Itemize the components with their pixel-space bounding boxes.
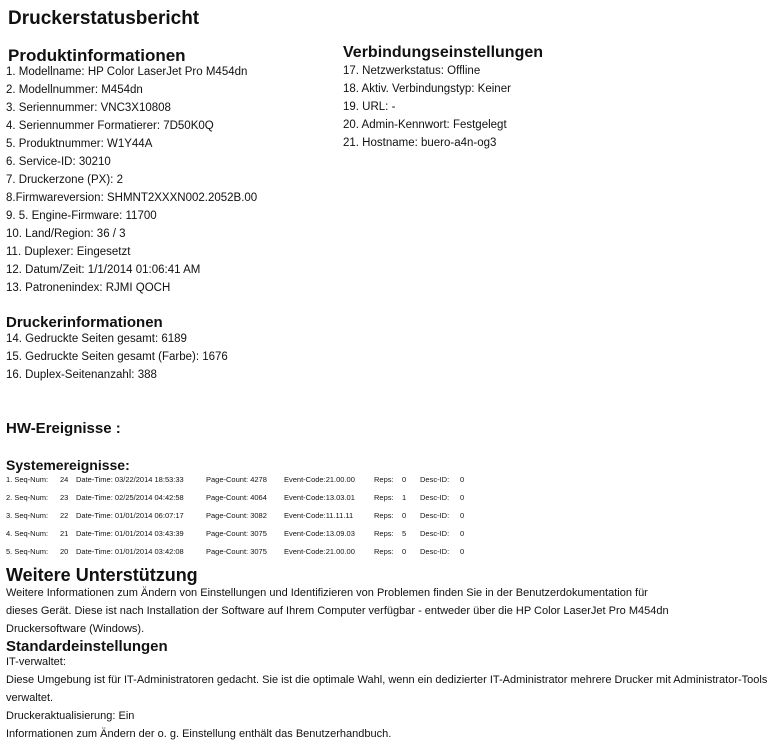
event-index: 4. Seq-Num: <box>6 529 49 538</box>
produkt-item: 1. Modellname: HP Color LaserJet Pro M454dn <box>6 66 248 78</box>
drucker-item: 15. Gedruckte Seiten gesamt (Farbe): 1676 <box>6 351 228 363</box>
druckerinformationen-list <box>6 330 228 384</box>
event-code: Event-Code:21.00.00 <box>284 475 355 484</box>
event-reps-label: Reps: <box>374 529 394 538</box>
event-page-count: Page-Count: 3075 <box>206 529 267 538</box>
druckeraktualisierung: Druckeraktualisierung: Ein <box>6 710 135 722</box>
hw-ereignisse-heading: HW-Ereignisse : <box>6 420 121 437</box>
produkt-item: 5. Produktnummer: W1Y44A <box>6 138 153 150</box>
event-code: Event-Code:13.09.03 <box>284 529 355 538</box>
event-seq: 20 <box>60 547 69 556</box>
verbindungseinstellungen-list <box>343 62 511 152</box>
event-page-count: Page-Count: 3075 <box>206 547 267 556</box>
einstellung-info: Informationen zum Ändern der o. g. Einstellung enthält das Benutzerhandbuch. <box>6 728 392 740</box>
event-desc: 0 <box>460 475 465 484</box>
produkt-item: 2. Modellnummer: M454dn <box>6 84 143 96</box>
weitere-line: Druckersoftware (Windows). <box>6 623 145 635</box>
it-verwaltet-label: IT-verwaltet: <box>6 656 66 668</box>
event-page-count: Page-Count: 4278 <box>206 475 267 484</box>
event-reps-label: Reps: <box>374 475 394 484</box>
verbindung-item: 18. Aktiv. Verbindungstyp: Keiner <box>343 83 511 95</box>
event-index: 2. Seq-Num: <box>6 493 49 502</box>
verbindung-item: 21. Hostname: buero-a4n-og3 <box>343 137 497 149</box>
systemereignisse-heading: Systemereignisse: <box>6 457 130 473</box>
page-title: Druckerstatusbericht <box>8 8 200 29</box>
produkt-item: 8.Firmwareversion: SHMNT2XXXN002.2052B.00 <box>6 192 258 204</box>
weitere-unterstuetzung-text <box>6 584 766 638</box>
event-reps: 0 <box>402 475 407 484</box>
event-page-count: Page-Count: 3082 <box>206 511 267 520</box>
weitere-line: Weitere Informationen zum Ändern von Einstellungen und Identifizieren von Problemen finden Sie in der Benutzerdokumentation für <box>6 587 648 599</box>
it-desc-line: verwaltet. <box>6 692 54 704</box>
verbindung-item: 19. URL: - <box>343 101 396 113</box>
event-code: Event-Code:13.03.01 <box>284 493 355 502</box>
produkt-item: 9. 5. Engine-Firmware: 11700 <box>6 210 157 222</box>
event-desc-label: Desc-ID: <box>420 547 450 556</box>
produkt-item: 10. Land/Region: 36 / 3 <box>6 228 126 240</box>
verbindung-item: 17. Netzwerkstatus: Offline <box>343 65 481 77</box>
produkt-item: 11. Duplexer: Eingesetzt <box>6 246 131 258</box>
standardeinstellungen-heading: Standardeinstellungen <box>6 638 168 655</box>
event-reps-label: Reps: <box>374 511 394 520</box>
drucker-item: 14. Gedruckte Seiten gesamt: 6189 <box>6 333 187 345</box>
standardeinstellungen-text <box>6 653 768 743</box>
produkt-item: 3. Seriennummer: VNC3X10808 <box>6 102 171 114</box>
produkt-item: 12. Datum/Zeit: 1/1/2014 01:06:41 AM <box>6 264 201 276</box>
produktinformationen-list <box>6 63 257 297</box>
weitere-unterstuetzung-heading: Weitere Unterstützung <box>6 565 198 585</box>
event-desc: 0 <box>460 547 465 556</box>
drucker-item: 16. Duplex-Seitenanzahl: 388 <box>6 369 157 381</box>
event-reps: 0 <box>402 547 407 556</box>
produkt-item: 6. Service-ID: 30210 <box>6 156 111 168</box>
druckerinformationen-heading: Druckerinformationen <box>6 314 163 331</box>
produkt-item: 7. Druckerzone (PX): 2 <box>6 174 123 186</box>
event-reps-label: Reps: <box>374 493 394 502</box>
produkt-item: 4. Seriennummer Formatierer: 7D50K0Q <box>6 120 214 132</box>
event-code: Event-Code:11.11.11 <box>284 511 354 520</box>
verbindungseinstellungen-heading: Verbindungseinstellungen <box>343 44 544 61</box>
event-desc-label: Desc-ID: <box>420 475 450 484</box>
event-desc-label: Desc-ID: <box>420 493 450 502</box>
event-datetime: Date-Time: 01/01/2014 03:43:39 <box>76 529 184 538</box>
event-seq: 23 <box>60 493 69 502</box>
event-seq: 22 <box>60 511 69 520</box>
produkt-item: 13. Patronenindex: RJMI QOCH <box>6 282 171 294</box>
event-desc: 0 <box>460 529 465 538</box>
event-seq: 24 <box>60 475 69 484</box>
event-index: 3. Seq-Num: <box>6 511 49 520</box>
weitere-line: dieses Gerät. Diese ist nach Installation der Software auf Ihrem Computer verfügbar - entweder über die HP Color LaserJet Pro M454dn <box>6 605 669 617</box>
event-desc-label: Desc-ID: <box>420 529 450 538</box>
event-datetime: Date-Time: 01/01/2014 03:42:08 <box>76 547 184 556</box>
event-datetime: Date-Time: 03/22/2014 18:53:33 <box>76 475 184 484</box>
event-desc: 0 <box>460 511 465 520</box>
it-desc-line: Diese Umgebung ist für IT-Administratoren gedacht. Sie ist die optimale Wahl, wenn ein dedizierter IT-Administrator mehrere Drucker mit Administrator-Tools <box>6 674 768 686</box>
event-index: 5. Seq-Num: <box>6 547 49 556</box>
event-reps-label: Reps: <box>374 547 394 556</box>
event-reps: 1 <box>402 493 407 502</box>
event-reps: 0 <box>402 511 407 520</box>
event-desc-label: Desc-ID: <box>420 511 450 520</box>
verbindung-item: 20. Admin-Kennwort: Festgelegt <box>343 119 507 131</box>
event-desc: 0 <box>460 493 465 502</box>
event-seq: 21 <box>60 529 69 538</box>
event-datetime: Date-Time: 01/01/2014 06:07:17 <box>76 511 184 520</box>
event-code: Event-Code:21.00.00 <box>284 547 355 556</box>
produktinformationen-heading: Produktinformationen <box>8 46 186 65</box>
event-index: 1. Seq-Num: <box>6 475 49 484</box>
event-page-count: Page-Count: 4064 <box>206 493 267 502</box>
event-datetime: Date-Time: 02/25/2014 04:42:58 <box>76 493 184 502</box>
event-reps: 5 <box>402 529 407 538</box>
